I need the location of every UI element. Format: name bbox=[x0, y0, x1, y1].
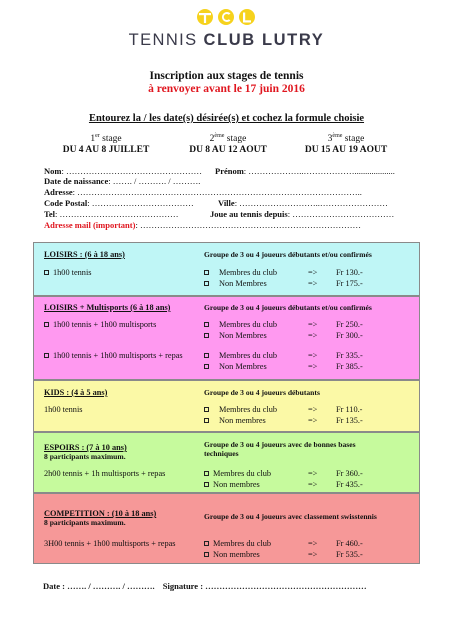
stage-2-num: 2 bbox=[209, 134, 215, 145]
kids-price-members: Fr 110.- bbox=[336, 405, 363, 414]
espoirs-members-label: Membres du club bbox=[213, 469, 272, 478]
multisports-2-non-members-label: Non Membres bbox=[219, 362, 267, 371]
stage-1-num: 1 bbox=[90, 134, 96, 145]
loisirs-price-members: Fr 130.- bbox=[336, 268, 363, 277]
stage-1[interactable] bbox=[46, 131, 166, 156]
instruction: Entourez la / les date(s) désirée(s) et cochez la formule choisie bbox=[88, 113, 365, 124]
multisports-2-price-members: Fr 335.- bbox=[336, 351, 363, 360]
competition-title: COMPETITION : (10 à 18 ans) bbox=[44, 509, 157, 518]
loisirs-price-non-members: Fr 175.- bbox=[336, 279, 363, 288]
tel-label: Tel bbox=[44, 209, 56, 219]
nom-dots: : ………………………………………… bbox=[61, 166, 202, 176]
kids-title: KIDS : (4 à 5 ans) bbox=[44, 388, 108, 397]
arrow: => bbox=[308, 268, 318, 277]
naissance-label: Date de naissance bbox=[44, 176, 109, 186]
stage-2[interactable] bbox=[168, 131, 288, 156]
arrow: => bbox=[308, 469, 318, 478]
arrow: => bbox=[308, 351, 318, 360]
stage-3-dates: DU 15 AU 19 AOUT bbox=[304, 145, 388, 156]
adresse-field[interactable] bbox=[44, 187, 362, 197]
espoirs-section bbox=[33, 432, 420, 493]
multisports-option-1-label: 1h00 tennis + 1h00 multisports bbox=[53, 320, 157, 329]
joue-dots: : ……………………………… bbox=[287, 209, 395, 219]
loisirs-section bbox=[33, 242, 420, 296]
checkbox-icon bbox=[44, 270, 49, 275]
page-subtitle: à renvoyer avant le 17 juin 2016 bbox=[148, 83, 305, 95]
kids-non-members-label: Non membres bbox=[219, 416, 266, 425]
checkbox-icon bbox=[204, 541, 209, 546]
kids-members-label: Membres du club bbox=[219, 405, 278, 414]
stage-2-word: stage bbox=[224, 134, 247, 145]
joue-field[interactable] bbox=[210, 209, 394, 219]
multisports-1-members[interactable] bbox=[204, 320, 277, 330]
kids-non-members[interactable] bbox=[204, 416, 266, 426]
stage-3-word: stage bbox=[342, 134, 365, 145]
multisports-2-non-members[interactable] bbox=[204, 362, 267, 372]
espoirs-non-members[interactable] bbox=[204, 480, 260, 490]
multisports-2-price-non-members: Fr 385.- bbox=[336, 362, 363, 371]
ville-field[interactable] bbox=[218, 198, 388, 208]
checkbox-icon bbox=[44, 353, 49, 358]
loisirs-members[interactable] bbox=[204, 268, 277, 278]
checkbox-icon bbox=[204, 322, 209, 327]
signature-field[interactable]: Signature : ………………………………………………… bbox=[162, 581, 367, 591]
arrow: => bbox=[308, 550, 318, 559]
multisports-1-non-members[interactable] bbox=[204, 331, 267, 341]
multisports-option-1[interactable] bbox=[44, 320, 156, 330]
multisports-group: Groupe de 3 ou 4 joueurs débutants et/ou confirmés bbox=[204, 303, 372, 312]
checkbox-icon bbox=[204, 364, 209, 369]
competition-non-members-label: Non membres bbox=[213, 550, 260, 559]
checkbox-icon bbox=[204, 407, 209, 412]
stage-2-sup: ème bbox=[214, 133, 225, 139]
espoirs-group-line-1: Groupe de 3 ou 4 joueurs avec de bonnes bases bbox=[204, 440, 356, 449]
kids-section bbox=[33, 380, 420, 432]
club-name bbox=[0, 31, 453, 50]
checkbox-icon bbox=[204, 281, 209, 286]
checkbox-icon bbox=[204, 482, 209, 487]
page-title: Inscription aux stages de tennis bbox=[149, 70, 304, 82]
adresse-dots: : ……………………………………………………………………………………….. bbox=[72, 187, 362, 197]
postal-dots: : ……………………………… bbox=[87, 198, 194, 208]
ville-label: Ville bbox=[218, 198, 235, 208]
prenom-label: Prénom bbox=[215, 166, 244, 176]
multisports-2-members[interactable] bbox=[204, 351, 277, 361]
postal-label: Code Postal bbox=[44, 198, 88, 208]
espoirs-group-line-2: techniques bbox=[204, 449, 239, 458]
competition-note: 8 participants maximum. bbox=[44, 518, 126, 527]
espoirs-price-members: Fr 360.- bbox=[336, 469, 363, 478]
multisports-1-price-members: Fr 250.- bbox=[336, 320, 363, 329]
club-name-regular: TENNIS bbox=[128, 31, 204, 49]
prenom-field[interactable] bbox=[215, 166, 395, 176]
loisirs-option-1[interactable] bbox=[44, 268, 92, 278]
espoirs-members[interactable] bbox=[204, 469, 271, 479]
stage-1-sup: er bbox=[95, 133, 100, 139]
competition-group: Groupe de 3 ou 4 joueurs avec classement swisstennis bbox=[204, 512, 377, 521]
prenom-dots: : ………………..………………................... bbox=[243, 166, 395, 176]
nom-label: Nom bbox=[44, 166, 62, 176]
competition-option-1[interactable]: 3H00 tennis + 1h00 multisports + repas bbox=[44, 539, 176, 548]
stage-3-num: 3 bbox=[327, 134, 333, 145]
club-logo bbox=[196, 8, 256, 30]
loisirs-non-members-label: Non Membres bbox=[219, 279, 267, 288]
espoirs-non-members-label: Non membres bbox=[213, 480, 260, 489]
checkbox-icon bbox=[44, 322, 49, 327]
multisports-option-2-label: 1h00 tennis + 1h00 multisports + repas bbox=[53, 351, 183, 360]
checkbox-icon bbox=[204, 270, 209, 275]
adresse-label: Adresse bbox=[44, 187, 73, 197]
arrow: => bbox=[308, 331, 318, 340]
arrow: => bbox=[308, 279, 318, 288]
kids-option-1[interactable]: 1h00 tennis bbox=[44, 405, 83, 414]
competition-price-members: Fr 460.- bbox=[336, 539, 363, 548]
checkbox-icon bbox=[204, 353, 209, 358]
competition-members[interactable] bbox=[204, 539, 271, 549]
multisports-2-members-label: Membres du club bbox=[219, 351, 278, 360]
nom-field[interactable] bbox=[44, 166, 202, 176]
stage-1-dates: DU 4 AU 8 JUILLET bbox=[62, 145, 150, 156]
kids-price-non-members: Fr 135.- bbox=[336, 416, 363, 425]
multisports-option-2[interactable] bbox=[44, 351, 183, 361]
stage-1-word: stage bbox=[99, 134, 122, 145]
loisirs-title: LOISIRS : (6 à 18 ans) bbox=[44, 250, 125, 259]
competition-section bbox=[33, 493, 420, 564]
joue-label: Joue au tennis depuis bbox=[210, 209, 288, 219]
kids-group: Groupe de 3 ou 4 joueurs débutants bbox=[204, 388, 320, 397]
espoirs-note: 8 participants maximum. bbox=[44, 452, 126, 461]
arrow: => bbox=[308, 416, 318, 425]
competition-price-non-members: Fr 535.- bbox=[336, 550, 363, 559]
ville-dots: : ………………………..…………………… bbox=[234, 198, 388, 208]
stage-3-sup: ème bbox=[332, 133, 343, 139]
logo-letters: TCL bbox=[196, 8, 198, 9]
stage-2-dates: DU 8 AU 12 AOUT bbox=[189, 145, 267, 156]
espoirs-title: ESPOIRS : (7 à 10 ans) bbox=[44, 443, 127, 452]
multisports-title: LOISIRS + Multisports (6 à 18 ans) bbox=[44, 303, 171, 312]
mail-field[interactable] bbox=[44, 220, 361, 230]
arrow: => bbox=[308, 405, 318, 414]
checkbox-icon bbox=[204, 471, 209, 476]
loisirs-option-1-label: 1h00 tennis bbox=[53, 268, 92, 277]
footer bbox=[43, 581, 367, 591]
arrow: => bbox=[308, 320, 318, 329]
tel-field[interactable] bbox=[44, 209, 179, 219]
mail-dots: : …………………………………………………………………… bbox=[135, 220, 361, 230]
arrow: => bbox=[308, 539, 318, 548]
loisirs-group: Groupe de 3 ou 4 joueurs débutants et/ou confirmés bbox=[204, 250, 372, 259]
espoirs-price-non-members: Fr 435.- bbox=[336, 480, 363, 489]
multisports-section bbox=[33, 296, 420, 380]
checkbox-icon bbox=[204, 418, 209, 423]
postal-field[interactable] bbox=[44, 198, 194, 208]
loisirs-non-members[interactable] bbox=[204, 279, 267, 289]
stage-3[interactable] bbox=[286, 131, 406, 156]
multisports-1-price-non-members: Fr 300.- bbox=[336, 331, 363, 340]
checkbox-icon bbox=[204, 552, 209, 557]
multisports-1-members-label: Membres du club bbox=[219, 320, 278, 329]
mail-label: Adresse mail (important) bbox=[44, 220, 136, 230]
competition-members-label: Membres du club bbox=[213, 539, 272, 548]
naissance-dots: : ……. / ………. / ………. bbox=[108, 176, 201, 186]
club-name-bold: CLUB LUTRY bbox=[203, 31, 325, 49]
tel-dots: : …………………………………… bbox=[55, 209, 179, 219]
arrow: => bbox=[308, 480, 318, 489]
multisports-1-non-members-label: Non Membres bbox=[219, 331, 267, 340]
loisirs-members-label: Membres du club bbox=[219, 268, 278, 277]
arrow: => bbox=[308, 362, 318, 371]
kids-members[interactable] bbox=[204, 405, 277, 415]
naissance-field[interactable] bbox=[44, 176, 200, 186]
espoirs-option-1[interactable]: 2h00 tennis + 1h multisports + repas bbox=[44, 469, 166, 478]
checkbox-icon bbox=[204, 333, 209, 338]
competition-non-members[interactable] bbox=[204, 550, 260, 560]
date-field[interactable]: Date : ……. / ………. / ………. bbox=[43, 581, 155, 591]
